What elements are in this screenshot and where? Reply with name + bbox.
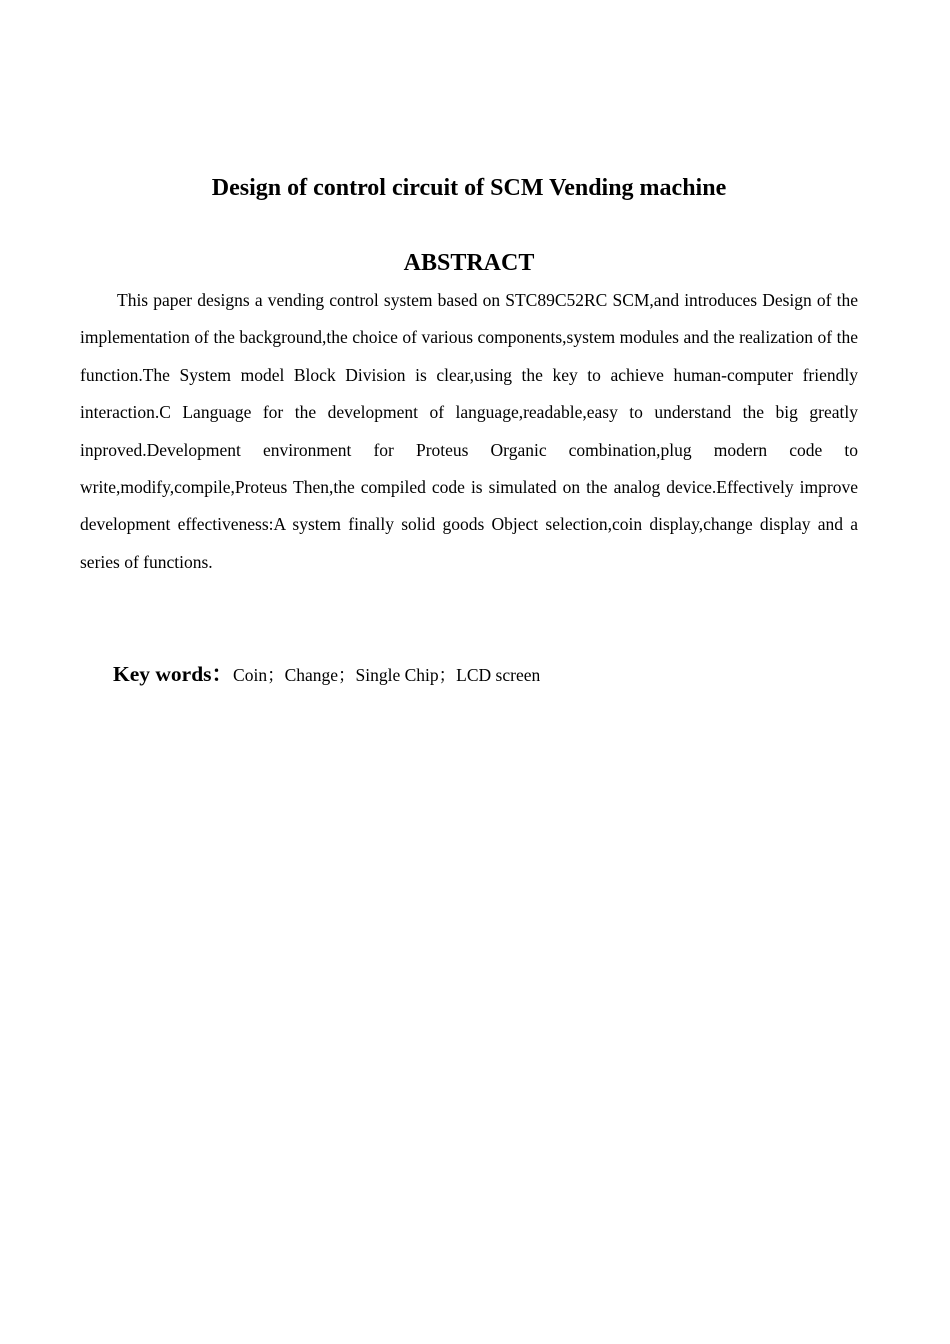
abstract-body: This paper designs a vending control system based on STC89C52RC SCM,and introduces Design of the implementation of the background,the choice of various components,system modules and the realization of the function.The System model Block Division is clear,using the key to achieve human-computer friendly interaction.C Language for the development of language,readable,easy to understand the big greatly inproved.Development environment for Proteus Organic combination,plug modern code to write,modify,compile,Proteus Then,the compiled code is simulated on the analog device.Effectively improve development effectiveness:A system finally solid goods Object selection,coin display,change display and a series of functions. (80, 290, 858, 572)
paper-title: Design of control circuit of SCM Vending machine (211, 175, 727, 201)
abstract-heading: ABSTRACT (403, 250, 535, 276)
keywords-line (113, 658, 540, 691)
keywords-list: Coin；Change；Single Chip；LCD screen (233, 665, 541, 685)
keywords-label: Key words： (113, 662, 234, 686)
